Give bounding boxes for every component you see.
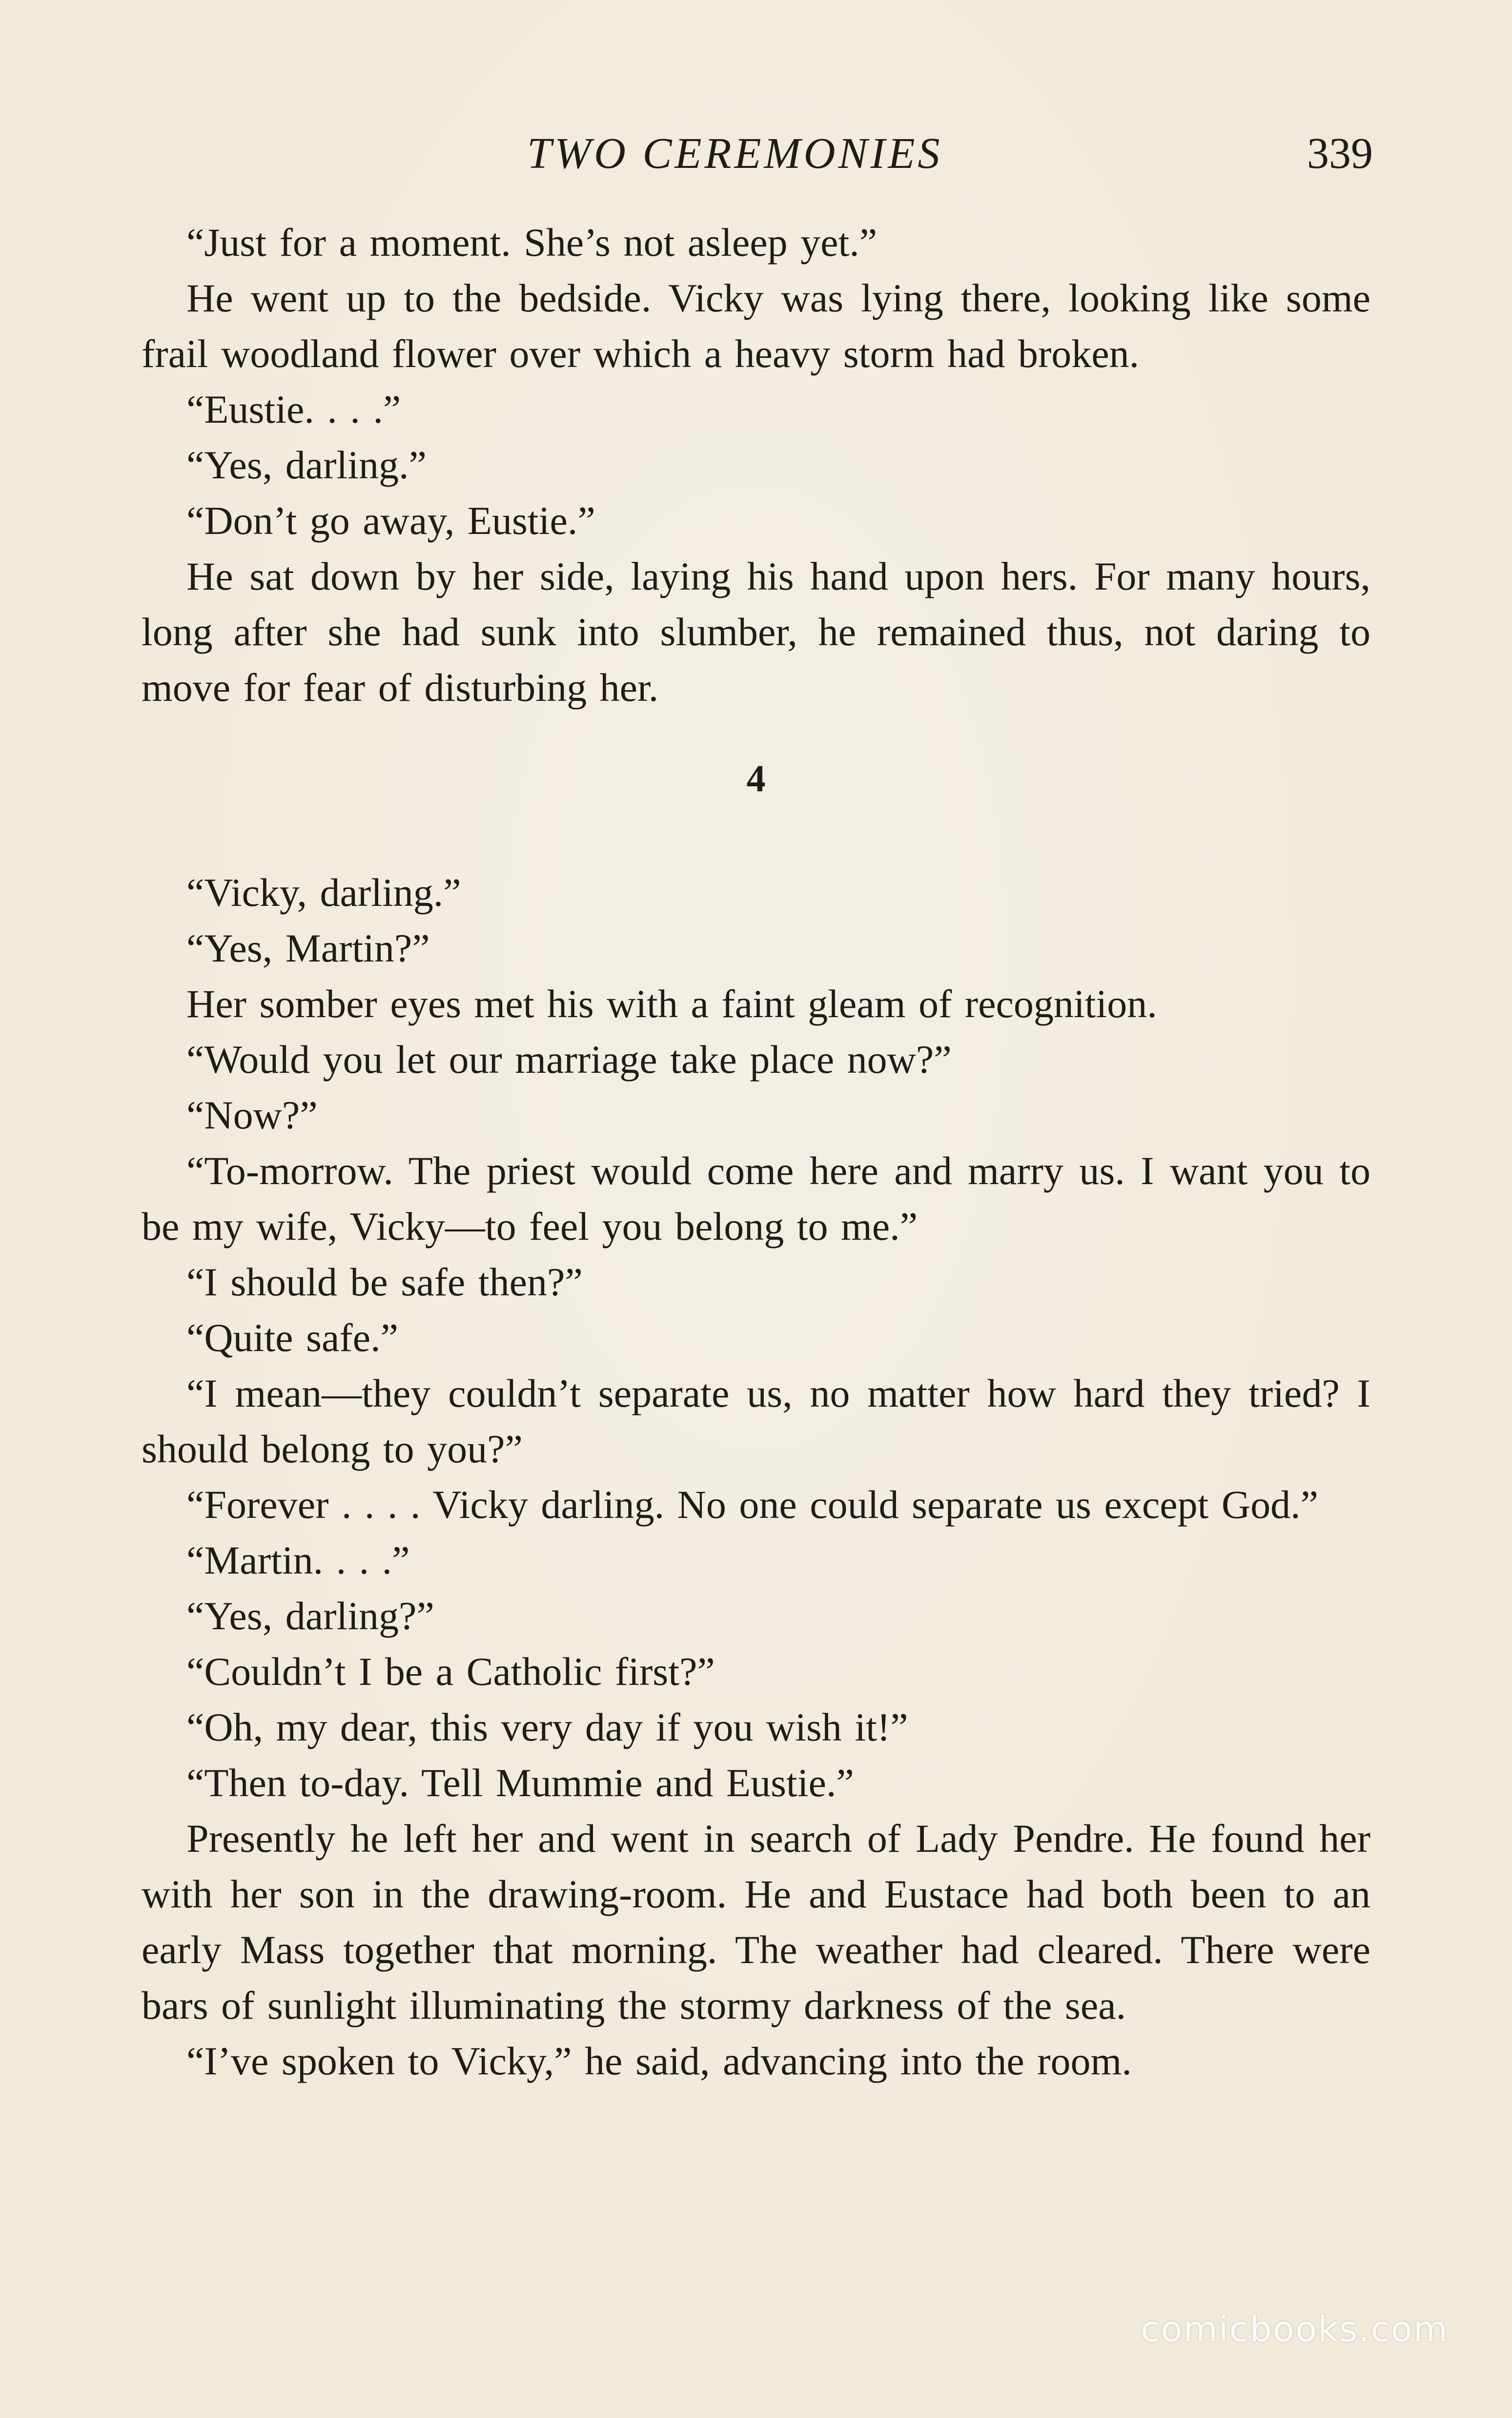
paragraph: “To-morrow. The priest would come here and marry us. I want you to be my wife, Vicky—to feel you belong to me.” bbox=[142, 1148, 1370, 1249]
paragraph: “Then to-day. Tell Mummie and Eustie.” bbox=[186, 1761, 854, 1805]
page-number: 339 bbox=[1307, 129, 1373, 178]
paragraph: “Yes, darling.” bbox=[186, 443, 427, 487]
paragraph: He went up to the bedside. Vicky was lying there, looking like some frail woodland flower over which a heavy storm had broken. bbox=[142, 276, 1370, 376]
paragraph: “Couldn’t I be a Catholic first?” bbox=[186, 1649, 715, 1694]
paragraph: “Vicky, darling.” bbox=[186, 870, 461, 915]
paragraph: Her somber eyes met his with a faint gleam of recognition. bbox=[186, 982, 1157, 1026]
paragraph: “Quite safe.” bbox=[186, 1315, 398, 1360]
paragraph: “I mean—they couldn’t separate us, no matter how hard they tried? I should belong to you?” bbox=[142, 1371, 1370, 1471]
paragraph: He sat down by her side, laying his hand upon hers. For many hours, long after she had sunk into slumber, he remained thus, not daring to move for fear of disturbing her. bbox=[142, 554, 1370, 710]
watermark: comicbooks.com bbox=[1140, 2309, 1449, 2350]
paragraph: “Just for a moment. She’s not asleep yet.” bbox=[186, 220, 878, 265]
paragraph: “I should be safe then?” bbox=[186, 1260, 583, 1304]
paragraph: Presently he left her and went in search of Lady Pendre. He found her with her son in the drawing-room. He and Eustace had both been to an early Mass together that morning. The weather had cleared. There were bars of sunlight illuminating the stormy darkness of the sea. bbox=[142, 1816, 1370, 2028]
paragraph: “Yes, darling?” bbox=[186, 1594, 434, 1638]
paragraph: “I’ve spoken to Vicky,” he said, advancing into the room. bbox=[186, 2039, 1132, 2083]
section-number: 4 bbox=[746, 757, 766, 799]
running-title: TWO CEREMONIES bbox=[527, 129, 943, 178]
body-text bbox=[142, 215, 1370, 2089]
paragraph: “Martin. . . .” bbox=[186, 1538, 410, 1582]
paragraph: “Now?” bbox=[186, 1093, 318, 1137]
running-head bbox=[0, 124, 1512, 183]
paragraph: “Don’t go away, Eustie.” bbox=[186, 498, 595, 543]
paragraph: “Forever . . . . Vicky darling. No one could separate us except God.” bbox=[186, 1482, 1319, 1527]
paragraph: “Yes, Martin?” bbox=[186, 926, 430, 970]
paragraph: “Eustie. . . .” bbox=[186, 387, 401, 431]
paragraph: “Oh, my dear, this very day if you wish it!” bbox=[186, 1705, 908, 1749]
paragraph: “Would you let our marriage take place now?” bbox=[186, 1037, 952, 1082]
